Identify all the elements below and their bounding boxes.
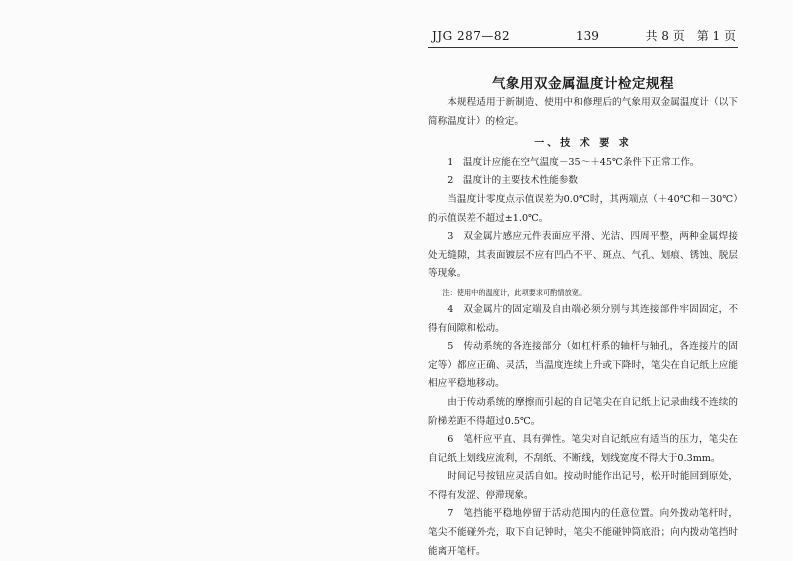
page-count: 共 8 页 第 1 页 — [645, 29, 736, 43]
paragraph: 2 温度计的主要技术性能参数 — [447, 175, 579, 187]
paragraph: 由于传动系统的摩擦而引起的自记笔尖在自记纸上记录曲线不连续的阶梯差距不得超过0.5℃。 — [428, 396, 738, 427]
paragraph: 7 笔挡能平稳地停留于活动范围内的任意位置。向外拨动笔杆时，笔尖不能碰外壳，取下自记钟时，笔尖不能碰钟筒底沿；向内拨动笔挡时能离开笔杆。 — [428, 508, 738, 557]
paragraph: 当温度计零度点示值误差为0.0℃时，其两端点（＋40℃和－30℃）的示值误差不超过±1.0℃。 — [428, 193, 738, 224]
paragraph: 3 双金属片感应元件表面应平滑、光洁、四周平整，两种金属焊接处无缝隙，其表面镀层不应有凹凸不平、斑点、气孔、划痕、锈蚀、脱层等现象。 — [428, 231, 738, 280]
paragraph: 时间记号按钮应灵活自如。按动时能作出记号，松开时能回到原处，不得有发涩、停滞现象。 — [428, 471, 738, 501]
document-title: 气象用双金属温度计检定规程 — [492, 76, 674, 92]
header-rule — [428, 47, 738, 48]
paragraph: 5 传动系统的各连接部分（如杠杆系的轴杆与轴孔，各连接片的固定等）都应正确、灵活，当温度连续上升或下降时，笔尖在自记纸上应能相应平稳地移动。 — [428, 341, 738, 390]
section-heading: 一、技 术 要 求 — [534, 138, 632, 150]
page-header — [428, 28, 738, 44]
paragraph: 4 双金属片的固定端及自由端必须分别与其连接部件牢固固定，不得有间隙和松动。 — [428, 303, 738, 334]
document-body — [428, 94, 738, 561]
note: 注：使用中的温度计，此项要求可酌情放宽。 — [442, 287, 587, 297]
intro-paragraph: 本规程适用于新制造、使用中和修理后的气象用双金属温度计（以下简称温度计）的检定。 — [428, 97, 738, 127]
page-number: 139 — [576, 29, 599, 43]
paragraph: 1 温度计应能在空气温度－35～＋45℃条件下正常工作。 — [447, 156, 700, 168]
standard-code: JJG 287—82 — [432, 29, 511, 43]
paragraph: 6 笔杆应平直、具有弹性。笔尖对自记纸应有适当的压力，笔尖在自记纸上划线应流利，不刮纸、不断线，划线宽度不得大于0.3mm。 — [428, 434, 738, 464]
